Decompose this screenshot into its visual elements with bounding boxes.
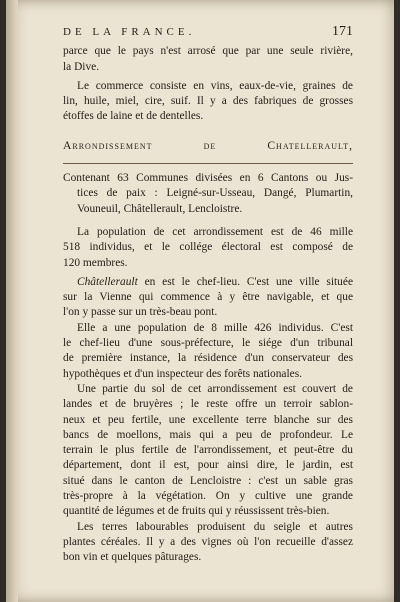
paragraph-3 — [63, 171, 353, 217]
text-line: Vouneuil, Châtellerault, Lencloistre. — [77, 202, 243, 215]
text-line: 518 individus, et le collége électoral est composé de — [63, 241, 353, 254]
text-line: Une partie du sol de cet arrondissement est couvert de — [77, 382, 353, 395]
section-rule — [63, 163, 353, 164]
text-line: neux et peu fertile, une excellente terre blanche sur des — [63, 413, 353, 426]
paragraph-4 — [63, 225, 353, 271]
text-line: Châtellerault en est le chef-lieu. C'est une ville située — [77, 275, 353, 288]
text-line: bancs de moellons, mais qui a peu de profondeur. Le — [63, 428, 353, 441]
paragraph-5 — [63, 275, 353, 321]
text-line: La population de cet arrondissement est de 46 mille — [77, 225, 353, 238]
text-line: sur la Vienne qui commence à y être navigable, et que — [63, 291, 353, 304]
text-line: l'on y passe sur un très-beau pont. — [63, 306, 218, 319]
page-gutter-edge — [6, 0, 18, 602]
text-line: très-propre à la végétation. On y cultive une grande — [63, 490, 353, 503]
text-line: Les terres labourables produisent du seigle et autres — [77, 520, 353, 533]
running-header — [63, 24, 353, 40]
text-line: plantes céréales. Il y a des vignes où l'on recueille d'assez — [63, 535, 353, 548]
text-line: étoffes de laine et de dentelles. — [63, 110, 204, 123]
text-line: parce que le pays n'est arrosé que par une seule rivière, — [63, 45, 353, 58]
paragraph-6 — [63, 321, 353, 382]
book-page — [6, 0, 394, 602]
paragraph-1 — [63, 44, 353, 75]
paragraph-7 — [63, 382, 353, 520]
text-line: département, dont il est, pour ainsi dire, le jardin, est — [63, 459, 353, 472]
text-line: la Dive. — [63, 60, 100, 73]
text-line: de première instance, la résidence d'un conservateur des — [63, 352, 353, 365]
text-line: Elle a une population de 8 mille 426 individus. C'est — [77, 321, 353, 334]
section-heading: Arrondissement de Chatellerault, — [63, 138, 353, 152]
text-line: Le commerce consiste en vins, eaux-de-vie, graines de — [77, 79, 353, 92]
paragraph-8 — [63, 520, 353, 566]
text-line: lin, huile, miel, cire, suif. Il y a des fabriques de grosses — [63, 95, 353, 108]
place-name-italic: Châtellerault — [77, 275, 138, 288]
page-number: 171 — [332, 24, 353, 39]
text-line: hypothèques et d'un inspecteur des forêts nationales. — [63, 367, 302, 380]
text-line: situé dans le canton de Lencloistre : c'est un sable gras — [63, 474, 353, 487]
text-line: 120 membres. — [63, 256, 128, 269]
text-line: Contenant 63 Communes divisées en 6 Cantons ou Jus- — [63, 172, 353, 185]
text-line: bon vin et quelques pâturages. — [63, 551, 202, 564]
text-line: landes et de bruyères ; le reste offre un terroir sablon- — [63, 398, 353, 411]
paragraph-2 — [63, 79, 353, 125]
text-line: quantité de légumes et de fruits qui y réussissent très-bien. — [63, 505, 330, 518]
running-title: DE LA FRANCE. — [63, 26, 196, 38]
text-line: terrain le plus fertile de l'arrondissement, et peut-être du — [63, 444, 353, 457]
text-line: tices de paix : Leigné-sur-Usseau, Dangé, Plumartin, — [77, 187, 353, 200]
page-content — [63, 24, 353, 566]
text-line: le chef-lieu d'une sous-préfecture, le siége d'un tribunal — [63, 337, 353, 350]
